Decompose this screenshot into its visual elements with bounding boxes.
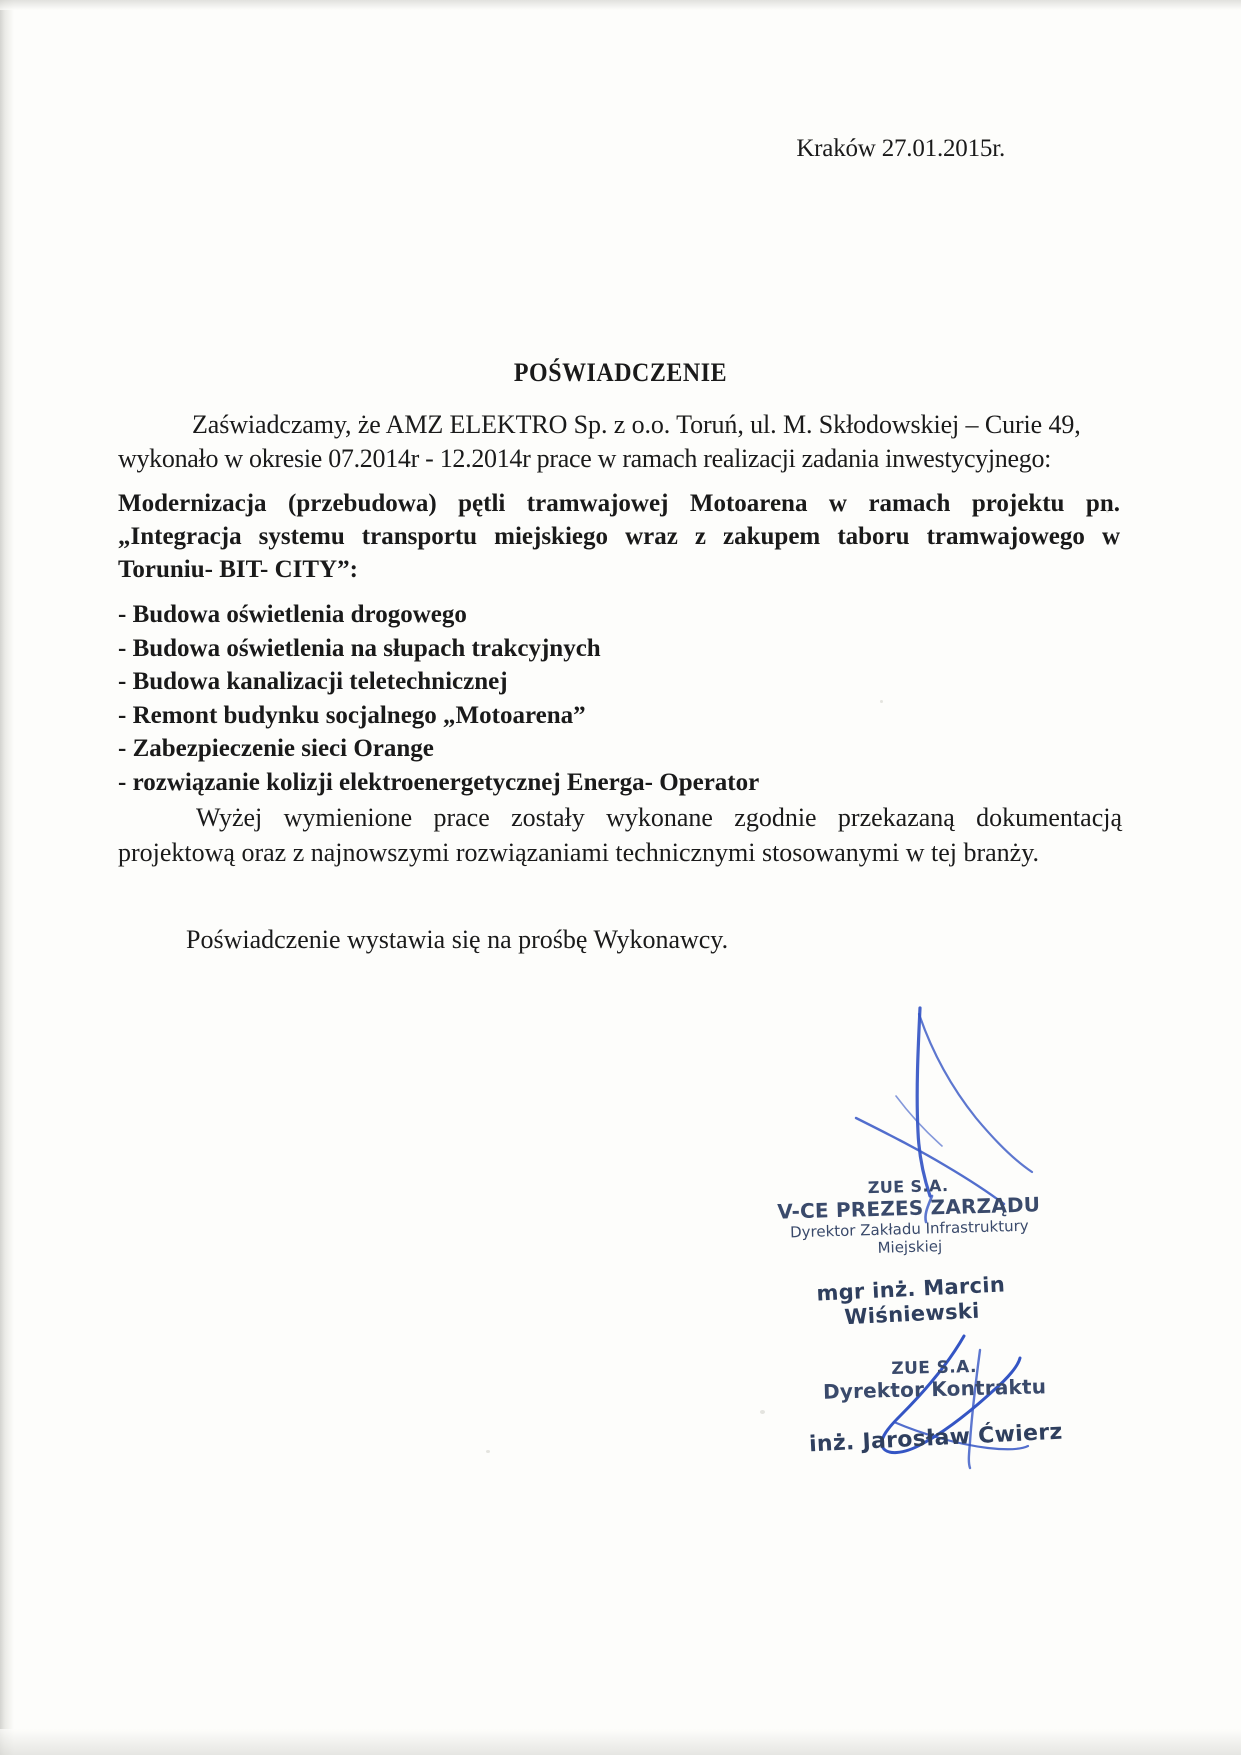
scan-speck [760, 1410, 765, 1414]
conformity-paragraph [118, 800, 1122, 870]
request-paragraph: Poświadczenie wystawia się na prośbę Wykonawcy. [186, 925, 729, 954]
project-title-line-3: Toruniu- BIT- CITY”: [118, 556, 358, 583]
scan-edge-bottom [0, 1729, 1241, 1755]
intro-line-1: Zaświadczamy, że AMZ ELEKTRO Sp. z o.o. Toruń, ul. M. Skłodowskiej – Curie 49, [192, 410, 1081, 439]
conformity-line-2: projektową oraz z najnowszymi rozwiązaniami technicznymi stosowanymi w tej branży. [118, 838, 1040, 867]
list-item: - rozwiązanie kolizji elektroenergetycznej Energa- Operator [118, 768, 760, 796]
list-item: - Budowa kanalizacji teletechnicznej [118, 668, 508, 695]
scan-edge-left [0, 0, 14, 1755]
project-title-block [118, 487, 1120, 586]
signature-stamp-1 [768, 1174, 1052, 1330]
stamp-name-1: mgr inż. Marcin Wiśniewski [815, 1272, 1006, 1329]
stamp-role-2: Dyrektor Kontraktu [822, 1374, 1047, 1404]
list-item: - Zabezpieczenie sieci Orange [118, 735, 434, 762]
document-date: Kraków 27.01.2015r. [796, 135, 1005, 162]
project-title-line-1: Modernizacja (przebudowa) pętli tramwajowej Motoarena w ramach projektu pn. [118, 490, 1120, 517]
intro-paragraph [118, 408, 1122, 476]
stamp-subrole-1: Dyrektor Zakładu Infrastruktury Miejskiej [789, 1217, 1029, 1258]
list-item: - Remont budynku socjalnego „Motoarena” [118, 701, 586, 729]
stamp-name-2: inż. Jarosław Ćwierz [808, 1419, 1064, 1458]
work-scope-list [118, 598, 759, 799]
conformity-line-1: Wyżej wymienione prace zostały wykonane zgodnie przekazaną dokumentacją [196, 803, 1122, 832]
page-title: POŚWIADCZENIE [513, 358, 728, 387]
list-item: - Budowa oświetlenia na słupach trakcyjnych [118, 634, 601, 662]
project-title-line-2: „Integracja systemu transportu miejskiego wraz z zakupem taboru tramwajowego w [118, 523, 1120, 550]
stamp-role-1: V-CE PREZES ZARZĄDU [777, 1192, 1041, 1224]
stamp-company-1: ZUE S.A. [867, 1175, 949, 1198]
signature-stamp-2 [799, 1355, 1071, 1458]
scan-speck [486, 1450, 490, 1453]
intro-line-2: wykonało w okresie 07.2014r - 12.2014r prace w ramach realizacji zadania inwestycyjnego: [118, 444, 1052, 473]
scan-edge-top [0, 0, 1241, 10]
list-item: - Budowa oświetlenia drogowego [118, 601, 467, 628]
scan-speck [880, 700, 883, 703]
stamp-company-2: ZUE S.A. [891, 1356, 978, 1380]
